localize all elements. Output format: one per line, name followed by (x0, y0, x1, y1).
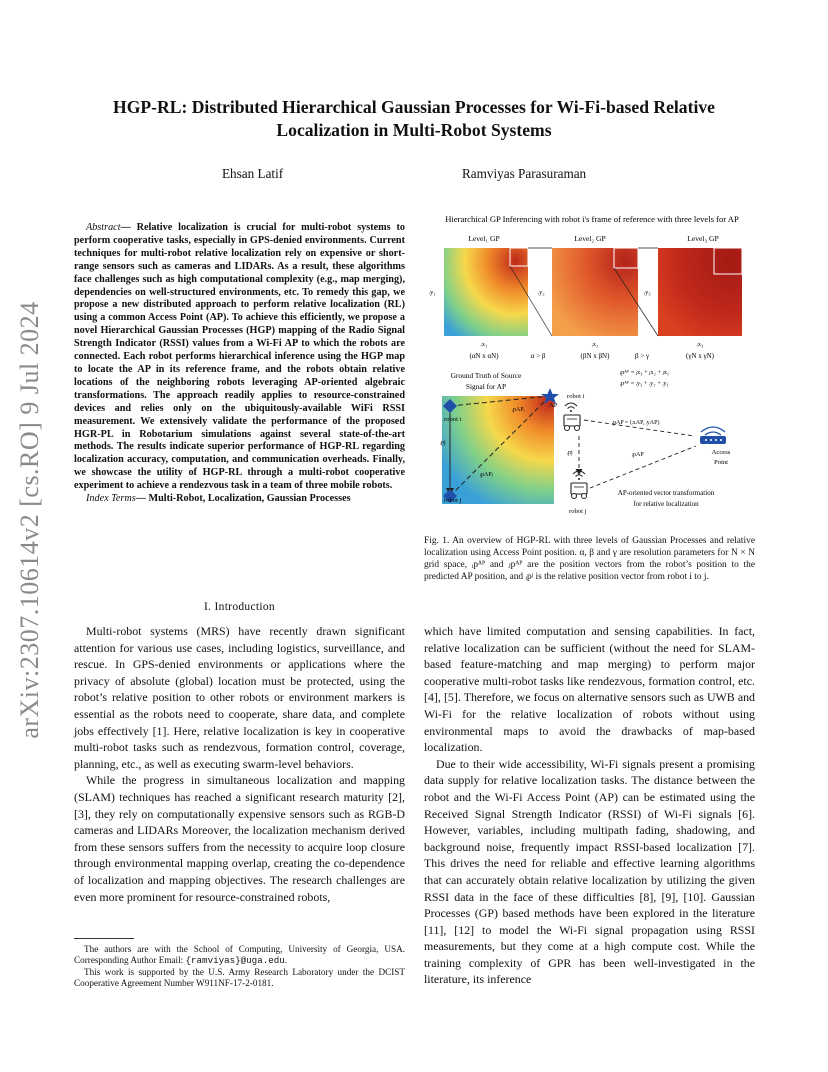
wifi-icon (565, 403, 577, 412)
level1-label: Level₁ GP (468, 234, 500, 243)
figure-top-title: Hierarchical GP Inferencing with robot i's frame of reference with three levels for AP (445, 214, 739, 224)
ground-truth-label: Ground Truth of Source (450, 371, 522, 380)
paper-title-line2: Localization in Multi-Robot Systems (276, 120, 552, 140)
ap-label: AP (549, 402, 558, 409)
alpha-beta-label: α > β (530, 352, 546, 360)
transform-label: for relative localization (633, 500, 699, 508)
y1-label: ᵢy₁ (429, 289, 436, 296)
arxiv-stamp-text: arXiv:2307.10614v2 [cs.RO] 9 Jul 2024 (15, 301, 44, 739)
intro-right-column (424, 623, 755, 988)
x2-label: ᵢx₂ (591, 341, 599, 348)
beta-gamma-label: β > γ (634, 352, 650, 360)
abstract-text: — Relative localization is crucial for multi-robot systems to perform cooperative tasks, especially in GPS-denied environments. Current techniques for multi-robot relative localization rely on expensive or short-range sensors such as cameras and LIDARs. As a result, these algorithms face challenges such as high computational complexity (e.g., map merging), dependencies on well-structured environments, etc. To remedy this gap, we propose a new distributed approach to perform relative localization (RL) using a common Access Point (AP). To achieve this efficiently, we propose a novel Hierarchical Gaussian Processes (HGP) mapping of the Radio Signal Strength Indicator (RSSI) values from a Wi-Fi AP to which the robots are connected. Each robot performs hierarchical inference using the HGP map to locate the AP in its reference frame, and the robots obtain relative locations of the neighboring robots leveraging AP-oriented algebraic transformations. The approach readily applies to resource-constrained devices and relies only on the ubiquitously-available WiFi RSSI measurement. We extensively validate the performance of the proposed HGR-PL in Robotarium simulations against several state-of-the-art methods. The results indicate superior performance of HGP-RL regarding localization accuracy, computation, and communication overheads. Finally, we showcase the utility of HGP-RL through a multi-robot cooperative experiment to achieve a rendezvous task in a team of three mobile robots. (74, 222, 405, 492)
footnote-affiliation: The authors are with the School of Computing, University of Georgia, USA. Corresponding Author Email: {ramviyas}@uga.edu. (74, 944, 405, 967)
pap-i-label: ᵢpAPᵢ (512, 407, 525, 413)
author-name: Ehsan Latif (222, 166, 284, 181)
author-name: Ramviyas Parasuraman (462, 166, 587, 181)
paragraph: Due to their wide accessibility, Wi-Fi signals present a promising data supply for relative localization tasks. The distance between the robot and the Wi-Fi Access Point (AP) can be estimated using the Received Signal Strength Indicator (RSSI) of Wi-Fi signals [6]. However, variables, including multipath fading, shadowing, and background noise, frequently impact RSSI-based localization [7]. This drives the need for reliable and effective learning algorithms that can accurately obtain relative localization by utilizing the given RSSI data in the face of these difficulties [8], [9], [10]. Gaussian Processes (GP) based methods have been explored in the literature [11], [12] to model the Wi-Fi signal propagation using RSSI measurements, but they come at a high compute cost. While the training complexity of GPR has been well-investigated in the literature, its inference (424, 756, 755, 987)
pap-j-label: ⱼpAPⱼ (480, 472, 493, 478)
paragraph: While the progress in simultaneous localization and mapping (SLAM) techniques has reached a significant research maturity [2], [3], they rely on computationally expensive sensors such as RGB-D cameras and LIDARs Moreover, the localization mechanism derived from these sensors suffers from the necessity to acquire loop closure through environmental mapping overlap, creating the co-dependence of localization and mapping objectives. The research challenges are even more prominent for resource-constrained robots, (74, 773, 405, 904)
author-email: {ramviyas}@uga.edu (185, 955, 285, 967)
robot-j-icon (571, 483, 587, 499)
heatmap-level1 (444, 248, 528, 336)
heatmap-level3 (658, 248, 742, 336)
ground-truth-label: Signal for AP (465, 382, 507, 391)
robot-j-map-label: robot j (444, 497, 462, 504)
ipap-equation: ᵢpAP = (ᵢxAP, ᵢyAP) (612, 420, 660, 426)
grid2-label: (βN x βN) (580, 352, 610, 360)
jpap-label: ⱼpAP (632, 452, 644, 458)
abstract (74, 222, 405, 506)
x1-label: ᵢx₁ (480, 341, 488, 348)
index-terms-text: — Multi-Robot, Localization, Gaussian Processes (135, 493, 351, 505)
grid3-label: (γN x γN) (686, 352, 714, 360)
footnote-funding: This work is supported by the U.S. Army Research Laboratory under the DCIST Cooperative Agreement Number W911NF-17-2-0181. (74, 966, 405, 989)
grid1-label: (αN x αN) (469, 352, 499, 360)
heatmap-level2 (552, 248, 638, 336)
access-point-label: Access (711, 449, 731, 456)
eq-ipap: ᵢpᴬᴾ = ᵢy₃ + ᵢy₂ + ᵢy₁ (620, 380, 669, 387)
eq-jpap: ⱼpᴬᴾ = ⱼx₃ + ⱼx₂ + ⱼx₁ (620, 369, 670, 376)
robot-i-label: robot i (567, 393, 585, 400)
x3-label: ᵢx₃ (696, 341, 704, 348)
robot-i-icon (564, 415, 580, 431)
robot-j-label: robot j (569, 508, 587, 515)
arxiv-stamp (0, 301, 60, 739)
paragraph: Multi-robot systems (MRS) have recently drawn significant attention for various use cases, including logistics, surveillance, and rescue. In GPS-denied environments or applications where the privacy of absolute (global) location must be protected, using the robot’s relative position to other robots or environment markers is essential as the robots need to cooperate, share data, and complete jobs effectively [1]. Here, relative localization is key in cooperative multi-robot tasks such as rendezvous, formation control, coverage, planning, etc., as well as executing swarm-level behaviors. (74, 624, 405, 771)
access-point-label: Point (714, 459, 728, 466)
section-heading: I. Introduction (204, 601, 275, 613)
intro-left-column (74, 623, 405, 905)
figure-1 (424, 210, 760, 528)
level3-label: Level₃ GP (687, 234, 719, 243)
y2-label: ᵢy₂ (538, 289, 545, 296)
figure-caption: Fig. 1. An overview of HGP-RL with three levels of Gaussian Processes and relative localization using Access Point position. α, β and γ are resolution parameters for N × N grid space, ᵢpᴬᴾ and ⱼpᴬᴾ are the position vectors from the robot’s position to the predicted AP position, and ᵢpʲ is the relative position vector from robot i to j. (424, 536, 755, 582)
paragraph: which have limited computation and sensing capabilities. In fact, relative localization can be sufficient (without the need for SLAM-based feature-matching and map merging) to perform major cooperative multi-robot tasks like rendezvous, formation control, etc. [4], [5]. Therefore, we focus on alternative sensors such as UWB and Wi-Fi for the relative localization of robots without using environmental maps to avoid the drawbacks of map-based localization. (424, 624, 755, 755)
index-terms-label: Index Terms (86, 493, 136, 505)
y3-label: ᵢy₃ (644, 289, 651, 296)
transform-label: AP-oriented vector transformation (617, 489, 715, 497)
pj-label: ᵢpj (440, 440, 446, 446)
robot-i-map-label: robot i (444, 416, 462, 423)
abstract-label: Abstract (86, 222, 121, 233)
access-point-icon (700, 427, 726, 444)
paper-title-line1: HGP-RL: Distributed Hierarchical Gaussian Processes for Wi-Fi-based Relative (113, 97, 715, 117)
pj-label-right: ᵢpj (567, 450, 573, 456)
footnote-rule (74, 938, 134, 939)
level2-label: Level₂ GP (574, 234, 606, 243)
footnotes (74, 944, 405, 990)
paper-title (60, 96, 768, 142)
